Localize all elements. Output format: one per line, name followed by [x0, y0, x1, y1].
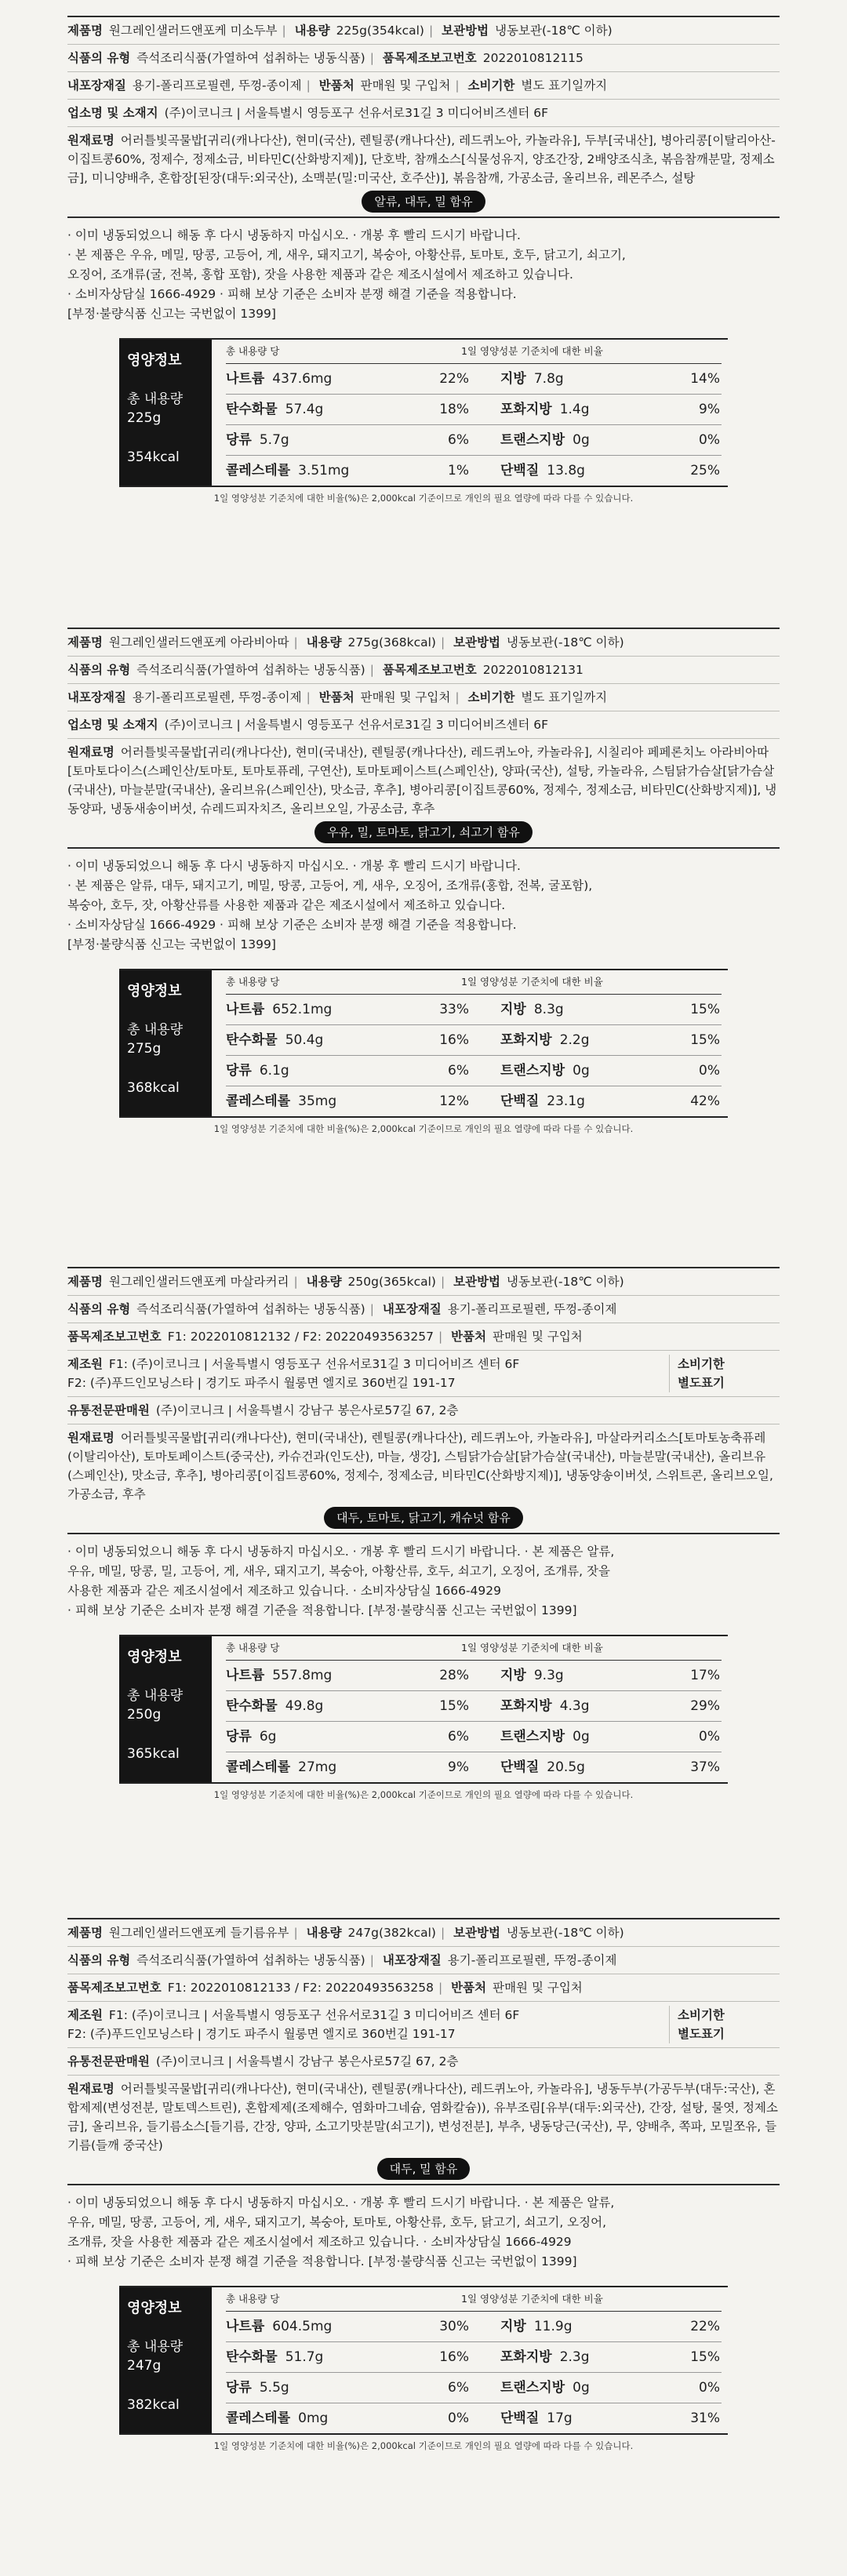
- nutrient-percent: 31%: [690, 2410, 720, 2426]
- nutrition-footnote: 1일 영양성분 기준치에 대한 비율(%)은 2,000kcal 기준이므로 개인의 필요 열량에 따라 다를 수 있습니다.: [213, 1123, 634, 1134]
- nutrient-name: 트랜스지방: [500, 1063, 565, 1079]
- label: 반품처: [451, 1330, 487, 1344]
- distributor: (주)이코니크 | 서울특별시 강남구 봉은사로57길 67, 2층: [155, 1403, 459, 1417]
- note-line: 사용한 제품과 같은 제조시설에서 제조하고 있습니다. · 소비자상담실 1666-4929: [67, 1584, 502, 1598]
- label: 식품의 유형: [67, 1953, 131, 1967]
- nutrient-name: 탄수화물: [226, 1698, 278, 1714]
- total-kcal: 382kcal: [127, 2397, 180, 2413]
- total-amount: 225g: [127, 410, 162, 426]
- notes: [67, 218, 780, 327]
- nutrient-value: 49.8g: [285, 1698, 324, 1714]
- note-line: · 이미 냉동되었으니 해동 후 다시 냉동하지 마십시오. · 개봉 후 빨리 드시기 바랍니다.: [67, 228, 521, 242]
- nutrient-percent: 15%: [690, 1032, 720, 1048]
- allergy-badge: 대두, 토마토, 닭고기, 캐슈넛 함유: [324, 1507, 523, 1529]
- nutrient-row: [226, 395, 722, 425]
- nutrient-percent: 33%: [439, 1002, 469, 1017]
- manufacturer-1: F1: (주)이코니크 | 서울특별시 영등포구 선유서로31길 3 미디어비즈 센터 6F: [108, 1357, 520, 1371]
- product-name: 원그레인샐러드앤포케 아라비아따: [108, 635, 289, 649]
- label: 원재료명: [67, 133, 115, 147]
- label: 반품처: [451, 1981, 487, 1995]
- nutrition-header-per: 총 내용량 당: [226, 345, 280, 357]
- ingredients: 어러틀빛곡물밥[귀리(캐나다산), 현미(국내산), 렌틸콩(캐나다산), 레드퀴노아, 카놀라유], 마살라커리소스[토마토농축퓨레(이탈리아산), 토마토페이스트(중국산), 카슈건과(인도산), 마늘, 생강], 스팀닭가슴살[닭가슴살(국내산), 마늘분말(국내산), 올리브유(스페인산), 맛소금, 후추], 병아리콩[이집트콩60%, 정제수, 정제소금, 비타민C(산화방지제)], 냉동양송이버섯, 스위트콘, 올리브오일, 가공소금, 후추: [67, 1431, 773, 1501]
- food-type-row: 식품의 유형 즉석조리식품(가열하여 섭취하는 냉동식품) | 내포장재질 용기-폴리프로필렌, 뚜껑-종이제: [67, 1296, 780, 1323]
- note-line: 오징어, 조개류(굴, 전복, 홍합 포함), 잣을 사용한 제품과 같은 제조시설에서 제조하고 있습니다.: [67, 267, 573, 282]
- nutrient-value: 0g: [573, 2380, 590, 2396]
- nutrient-name: 나트륨: [226, 2319, 265, 2334]
- nutrient-value: 652.1mg: [272, 1002, 333, 1017]
- nutrient-name: 탄수화물: [226, 402, 278, 417]
- maker-row: [67, 711, 780, 739]
- volume: 247g(382kcal): [347, 1926, 436, 1940]
- nutrient-value: 1.4g: [559, 402, 590, 417]
- nutrient-value: 3.51mg: [298, 463, 350, 478]
- nutrient-value: 13.8g: [547, 463, 585, 478]
- nutrition-summary: [119, 340, 212, 486]
- allergy-badge: 알류, 대두, 밀 함유: [362, 191, 485, 213]
- nutrient-percent: 15%: [690, 1002, 720, 1017]
- nutrient-value: 0g: [573, 1729, 590, 1745]
- storage: 냉동보관(-18℃ 이하): [507, 635, 624, 649]
- nutrient-name: 콜레스테롤: [226, 2410, 291, 2426]
- nutrient-value: 51.7g: [285, 2349, 324, 2365]
- nutrient-percent: 14%: [690, 371, 720, 387]
- nutrient-name: 당류: [226, 1729, 252, 1745]
- nutrient-row: [226, 1025, 722, 1056]
- nutrient-row: [226, 1722, 722, 1752]
- nutrition-footnote: 1일 영양성분 기준치에 대한 비율(%)은 2,000kcal 기준이므로 개인의 필요 열량에 따라 다를 수 있습니다.: [213, 2440, 634, 2451]
- allergy-badge: 우유, 밀, 토마토, 닭고기, 쇠고기 함유: [314, 821, 533, 843]
- label: 내포장재질: [382, 1302, 442, 1316]
- nutrient-name: 콜레스테롤: [226, 1759, 291, 1775]
- nutrient-value: 57.4g: [285, 402, 324, 417]
- nutrient-percent: 6%: [448, 432, 469, 448]
- nutrition-header-ratio: 1일 영양성분 기준치에 대한 비율: [461, 345, 603, 357]
- nutrient-value: 20.5g: [547, 1759, 585, 1775]
- return-place: 판매원 및 구입처: [360, 78, 451, 93]
- nutrient-value: 6.1g: [259, 1063, 289, 1079]
- nutrient-value: 50.4g: [285, 1032, 324, 1048]
- nutrient-row: [226, 364, 722, 395]
- nutrient-value: 8.3g: [533, 1002, 564, 1017]
- maker-row: [67, 100, 780, 127]
- nutrient-name: 트랜스지방: [500, 432, 565, 448]
- maker: (주)이코니크 | 서울특별시 영등포구 선유서로31길 3 미디어비즈센터 6F: [164, 106, 549, 120]
- nutrient-value: 5.7g: [259, 432, 289, 448]
- nutrient-name: 단백질: [500, 463, 540, 478]
- expiry: 별도표기: [678, 2027, 725, 2041]
- food-type: 즉석조리식품(가열하여 섭취하는 냉동식품): [136, 663, 365, 677]
- nutrient-percent: 6%: [448, 2380, 469, 2396]
- nutrition-header-per: 총 내용량 당: [226, 1642, 280, 1654]
- note-line: · 본 제품은 우유, 메밀, 땅콩, 고등어, 게, 새우, 돼지고기, 복숭아, 아황산류, 토마토, 호두, 닭고기, 쇠고기,: [67, 248, 626, 262]
- ingredients: 어러틀빛곡물밥[귀리(캐나다산), 현미(국내산), 렌틸콩(캐나다산), 레드퀴노아, 카놀라유], 시칠리아 페페론치노 아라비아따[토마토다이스(스페인산/토마토, 토마토퓨레, 구연산), 토마토페이스트(스페인산), 양파(국산), 설탕, 카놀라유, 스팀닭가슴살[닭가슴살(국내산), 마늘분말(국내산), 올리브유(스페인산), 맛소금, 후추], 병아리콩[이집트콩60%, 정제수, 정제소금, 비타민C(산화방지제)], 냉동양파, 냉동새송이버섯, 슈레드피자치즈, 올리브오일, 가공소금, 후추: [67, 745, 777, 816]
- label: 소비기한: [467, 690, 515, 704]
- label: 보관방법: [453, 1275, 501, 1289]
- label: 내포장재질: [67, 690, 126, 704]
- ingredients-row: [67, 1424, 780, 1533]
- food-type: 즉석조리식품(가열하여 섭취하는 냉동식품): [136, 51, 365, 65]
- nutrient-value: 17g: [547, 2410, 573, 2426]
- label: 제조원: [67, 2008, 103, 2022]
- packaging-row: 내포장재질 용기-폴리프로필렌, 뚜껑-종이제 | 반품처 판매원 및 구입처 | 소비기한 별도 표기일까지: [67, 72, 780, 100]
- label: 식품의 유형: [67, 1302, 131, 1316]
- total-kcal: 368kcal: [127, 1080, 180, 1096]
- note-line: · 소비자상담실 1666-4929 · 피해 보상 기준은 소비자 분쟁 해결 기준을 적용합니다.: [67, 918, 517, 932]
- nutrient-name: 지방: [500, 371, 526, 387]
- nutrient-name: 트랜스지방: [500, 1729, 565, 1745]
- nutrient-name: 지방: [500, 1668, 526, 1683]
- label: 내용량: [306, 635, 342, 649]
- note-line: 우유, 메밀, 땅콩, 고등어, 게, 새우, 돼지고기, 복숭아, 토마토, 아황산류, 호두, 닭고기, 쇠고기, 오징어,: [67, 2215, 607, 2229]
- nutrition-footnote: 1일 영양성분 기준치에 대한 비율(%)은 2,000kcal 기준이므로 개인의 필요 열량에 따라 다를 수 있습니다.: [213, 493, 634, 504]
- total-kcal: 354kcal: [127, 449, 180, 465]
- label: 식품의 유형: [67, 51, 131, 65]
- product-name-row: 제품명 원그레인샐러드앤포케 아라비아따 | 내용량 275g(368kcal) | 보관방법 냉동보관(-18℃ 이하): [67, 629, 780, 657]
- ingredients: 어러틀빛곡물밥[귀리(캐나다산), 현미(국산), 렌틸콩(캐나다산), 레드퀴노아, 카놀라유], 두부[국내산], 병아리콩[이탈리아산-이집트콩60%, 정제수, 정제소금, 비타민C(산화방지제)], 단호박, 참깨소스[식물성유지, 양조간장, 2배양조식초, 볶음참깨분말, 정제소금], 미니양배추, 혼합장[된장(대두:외국산), 소맥분(밀:미국산, 호주산)], 볶음참깨, 가공소금, 올리브유, 레몬주스, 설탕: [67, 133, 776, 185]
- nutrient-name: 나트륨: [226, 1002, 265, 1017]
- nutrient-name: 나트륨: [226, 371, 265, 387]
- nutrient-percent: 12%: [439, 1093, 469, 1109]
- food-type: 즉석조리식품(가열하여 섭취하는 냉동식품): [136, 1302, 365, 1316]
- note-line: 조개류, 잣을 사용한 제품과 같은 제조시설에서 제조하고 있습니다. · 소비자상담실 1666-4929: [67, 2235, 572, 2249]
- total-amount: 250g: [127, 1707, 162, 1723]
- nutrition-title: 영양정보: [127, 352, 182, 369]
- label: 내용량: [306, 1926, 342, 1940]
- nutrient-value: 11.9g: [533, 2319, 573, 2334]
- nutrient-name: 당류: [226, 2380, 252, 2396]
- nutrient-percent: 6%: [448, 1729, 469, 1745]
- nutrient-percent: 1%: [448, 463, 469, 478]
- total-amount: 275g: [127, 1041, 162, 1057]
- food-type-row: 식품의 유형 즉석조리식품(가열하여 섭취하는 냉동식품) | 품목제조보고번호 2022010812131: [67, 657, 780, 684]
- label: 보관방법: [453, 1926, 501, 1940]
- nutrient-name: 단백질: [500, 1759, 540, 1775]
- nutrient-percent: 0%: [699, 1063, 720, 1079]
- nutrient-percent: 30%: [439, 2319, 469, 2334]
- label: 유통전문판매원: [67, 1403, 150, 1417]
- product-name: 원그레인샐러드앤포케 들기름유부: [108, 1926, 289, 1940]
- note-line: · 소비자상담실 1666-4929 · 피해 보상 기준은 소비자 분쟁 해결 기준을 적용합니다.: [67, 287, 517, 301]
- nutrient-value: 5.5g: [259, 2380, 289, 2396]
- nutrient-value: 23.1g: [547, 1093, 585, 1109]
- nutrition-title: 영양정보: [127, 1649, 182, 1665]
- nutrient-name: 당류: [226, 1063, 252, 1079]
- storage: 냉동보관(-18℃ 이하): [507, 1275, 624, 1289]
- label: 제품명: [67, 1926, 103, 1940]
- nutrient-percent: 42%: [690, 1093, 720, 1109]
- nutrition-header-per: 총 내용량 당: [226, 2293, 280, 2305]
- nutrition-footnote: 1일 영양성분 기준치에 대한 비율(%)은 2,000kcal 기준이므로 개인의 필요 열량에 따라 다를 수 있습니다.: [213, 1789, 634, 1800]
- nutrient-name: 콜레스테롤: [226, 1093, 291, 1109]
- label: 품목제조보고번호: [67, 1981, 162, 1995]
- nutrient-name: 포화지방: [500, 2349, 552, 2365]
- packaging: 용기-폴리프로필렌, 뚜껑-종이제: [132, 690, 302, 704]
- food-type-row: 식품의 유형 즉석조리식품(가열하여 섭취하는 냉동식품) | 내포장재질 용기-폴리프로필렌, 뚜껑-종이제: [67, 1947, 780, 1974]
- nutrient-row: [226, 2373, 722, 2403]
- nutrient-percent: 29%: [690, 1698, 720, 1714]
- note-line: · 피해 보상 기준은 소비자 분쟁 해결 기준을 적용합니다. [부정·불량식품 신고는 국번없이 1399]: [67, 2254, 577, 2269]
- product-name-row: 제품명 원그레인샐러드앤포케 들기름유부 | 내용량 247g(382kcal) | 보관방법 냉동보관(-18℃ 이하): [67, 1919, 780, 1947]
- label: 내포장재질: [67, 78, 126, 93]
- volume: 250g(365kcal): [347, 1275, 436, 1289]
- maker: (주)이코니크 | 서울특별시 영등포구 선유서로31길 3 미디어비즈센터 6F: [164, 718, 549, 732]
- nutrient-percent: 6%: [448, 1063, 469, 1079]
- volume: 225g(354kcal): [336, 24, 424, 38]
- product-name-row: 제품명 원그레인샐러드앤포케 미소두부 | 내용량 225g(354kcal) | 보관방법 냉동보관(-18℃ 이하): [67, 17, 780, 45]
- nutrition-table: [119, 969, 728, 1118]
- nutrient-name: 지방: [500, 2319, 526, 2334]
- nutrient-row: [226, 1086, 722, 1116]
- label: 품목제조보고번호: [67, 1330, 162, 1344]
- label: 업소명 및 소재지: [67, 106, 158, 120]
- notes: [67, 2185, 780, 2275]
- nutrient-name: 포화지방: [500, 1698, 552, 1714]
- label: 보관방법: [453, 635, 501, 649]
- nutrient-value: 9.3g: [533, 1668, 564, 1683]
- product-section-1: [67, 16, 780, 504]
- label: 반품처: [318, 78, 354, 93]
- manufacturer-2: F2: (주)푸드인모닝스타 | 경기도 파주시 월롱면 엘지로 360번길 191-17: [67, 1376, 456, 1390]
- product-section-4: [67, 1918, 780, 2452]
- packaging: 용기-폴리프로필렌, 뚜껑-종이제: [447, 1953, 617, 1967]
- nutrition-header-ratio: 1일 영양성분 기준치에 대한 비율: [461, 2293, 603, 2305]
- expiry: 별도 표기일까지: [521, 78, 608, 93]
- total-label: 총 내용량: [127, 2339, 184, 2355]
- note-line: 복숭아, 호두, 잣, 아황산류를 사용한 제품과 같은 제조시설에서 제조하고 있습니다.: [67, 898, 506, 912]
- ingredients-row: [67, 2076, 780, 2184]
- nutrient-value: 0g: [573, 432, 590, 448]
- nutrient-row: [226, 2342, 722, 2373]
- nutrient-value: 35mg: [298, 1093, 337, 1109]
- product-name: 원그레인샐러드앤포케 미소두부: [108, 24, 278, 38]
- nutrient-percent: 9%: [699, 402, 720, 417]
- nutrition-title: 영양정보: [127, 983, 182, 999]
- nutrient-percent: 9%: [448, 1759, 469, 1775]
- product-name: 원그레인샐러드앤포케 마살라커리: [108, 1275, 289, 1289]
- nutrient-percent: 0%: [448, 2410, 469, 2426]
- nutrient-value: 557.8mg: [272, 1668, 333, 1683]
- nutrient-value: 2.2g: [559, 1032, 590, 1048]
- nutrient-name: 트랜스지방: [500, 2380, 565, 2396]
- label: 내용량: [294, 24, 330, 38]
- nutrient-value: 7.8g: [533, 371, 564, 387]
- nutrient-row: [226, 1691, 722, 1722]
- label: 유통전문판매원: [67, 2054, 150, 2068]
- allergy-badge: 대두, 밀 함유: [377, 2158, 471, 2180]
- nutrient-percent: 28%: [439, 1668, 469, 1683]
- storage: 냉동보관(-18℃ 이하): [507, 1926, 624, 1940]
- nutrient-percent: 0%: [699, 2380, 720, 2396]
- nutrient-name: 지방: [500, 1002, 526, 1017]
- ingredients-row: [67, 739, 780, 847]
- food-type-row: 식품의 유형 즉석조리식품(가열하여 섭취하는 냉동식품) | 품목제조보고번호 2022010812115: [67, 45, 780, 72]
- label: 보관방법: [442, 24, 489, 38]
- label: 식품의 유형: [67, 663, 131, 677]
- total-label: 총 내용량: [127, 1688, 184, 1704]
- product-section-2: [67, 628, 780, 1135]
- expiry: 별도표기: [678, 1376, 725, 1390]
- nutrition-header-per: 총 내용량 당: [226, 976, 280, 988]
- ingredients-row: [67, 127, 780, 216]
- report-row: 품목제조보고번호 F1: 2022010812133 / F2: 20220493563258 | 반품처 판매원 및 구입처: [67, 1974, 780, 2002]
- nutrient-percent: 18%: [439, 402, 469, 417]
- total-label: 총 내용량: [127, 1022, 184, 1038]
- label: 제조원: [67, 1357, 103, 1371]
- label: 소비기한: [678, 2008, 725, 2022]
- nutrient-value: 6g: [259, 1729, 277, 1745]
- return-place: 판매원 및 구입처: [360, 690, 451, 704]
- note-line: · 이미 냉동되었으니 해동 후 다시 냉동하지 마십시오. · 개봉 후 빨리 드시기 바랍니다. · 본 제품은 알류,: [67, 1545, 615, 1559]
- label: 반품처: [318, 690, 354, 704]
- nutrition-header-ratio: 1일 영양성분 기준치에 대한 비율: [461, 1642, 603, 1654]
- nutrient-value: 0mg: [298, 2410, 329, 2426]
- nutrient-percent: 22%: [690, 2319, 720, 2334]
- notes: [67, 849, 780, 958]
- manufacturer-2: F2: (주)푸드인모닝스타 | 경기도 파주시 월롱면 엘지로 360번길 191-17: [67, 2027, 456, 2041]
- nutrient-name: 포화지방: [500, 402, 552, 417]
- nutrient-percent: 17%: [690, 1668, 720, 1683]
- food-type: 즉석조리식품(가열하여 섭취하는 냉동식품): [136, 1953, 365, 1967]
- nutrition-title: 영양정보: [127, 2300, 182, 2316]
- nutrient-percent: 22%: [439, 371, 469, 387]
- distributor: (주)이코니크 | 서울특별시 강남구 봉은사로57길 67, 2층: [155, 2054, 459, 2068]
- nutrient-percent: 37%: [690, 1759, 720, 1775]
- nutrient-percent: 15%: [690, 2349, 720, 2365]
- label: 제품명: [67, 24, 103, 38]
- label: 내포장재질: [382, 1953, 442, 1967]
- nutrient-row: [226, 1056, 722, 1086]
- nutrient-row: [226, 2312, 722, 2342]
- note-line: · 피해 보상 기준은 소비자 분쟁 해결 기준을 적용합니다. [부정·불량식품 신고는 국번없이 1399]: [67, 1603, 577, 1617]
- nutrient-value: 4.3g: [559, 1698, 590, 1714]
- nutrient-value: 2.3g: [559, 2349, 590, 2365]
- packaging: 용기-폴리프로필렌, 뚜껑-종이제: [447, 1302, 617, 1316]
- nutrient-row: [226, 425, 722, 456]
- label: 소비기한: [678, 1357, 725, 1371]
- nutrition-summary: [119, 970, 212, 1116]
- label: 원재료명: [67, 1431, 115, 1445]
- nutrient-percent: 0%: [699, 432, 720, 448]
- nutrient-row: [226, 1752, 722, 1782]
- nutrition-summary: [119, 2287, 212, 2433]
- nutrient-value: 0g: [573, 1063, 590, 1079]
- report-row: 품목제조보고번호 F1: 2022010812132 / F2: 20220493563257 | 반품처 판매원 및 구입처: [67, 1323, 780, 1351]
- manufacturer-1: F1: (주)이코니크 | 서울특별시 영등포구 선유서로31길 3 미디어비즈 센터 6F: [108, 2008, 520, 2022]
- label: 품목제조보고번호: [382, 51, 477, 65]
- notes: [67, 1534, 780, 1624]
- label: 원재료명: [67, 2082, 115, 2096]
- nutrition-summary: [119, 1636, 212, 1782]
- label: 원재료명: [67, 745, 115, 759]
- nutrient-value: 604.5mg: [272, 2319, 333, 2334]
- nutrition-table: [119, 1635, 728, 1784]
- ingredients: 어러틀빛곡물밥[귀리(캐나다산), 현미(국내산), 렌틸콩(캐나다산), 레드퀴노아, 카놀라유], 냉동두부(가공두부(대두:국산), 혼합제제(변성전분, 말토덱스트린), 혼합제제(조제해수, 염화마그네슘, 염화칼슘)), 유부조림[유부(대두:외국산), 간장, 설탕, 물엿, 정제소금], 올리브유, 들기름소스[들기름, 간장, 양파, 소고기맛분말(쇠고기), 변성전분], 부추, 냉동당근(국산), 무, 양배추, 쪽파, 모밀쪼유, 들기름(들깨 중국산): [67, 2082, 778, 2152]
- nutrient-name: 나트륨: [226, 1668, 265, 1683]
- nutrient-name: 포화지방: [500, 1032, 552, 1048]
- nutrient-percent: 25%: [690, 463, 720, 478]
- product-name-row: 제품명 원그레인샐러드앤포케 마살라커리 | 내용량 250g(365kcal) | 보관방법 냉동보관(-18℃ 이하): [67, 1268, 780, 1296]
- nutrient-name: 단백질: [500, 2410, 540, 2426]
- nutrient-percent: 0%: [699, 1729, 720, 1745]
- nutrient-row: [226, 1661, 722, 1691]
- nutrient-row: [226, 2403, 722, 2433]
- nutrient-name: 당류: [226, 432, 252, 448]
- return-place: 판매원 및 구입처: [493, 1330, 583, 1344]
- note-line: · 이미 냉동되었으니 해동 후 다시 냉동하지 마십시오. · 개봉 후 빨리 드시기 바랍니다. · 본 제품은 알류,: [67, 2196, 615, 2210]
- return-place: 판매원 및 구입처: [493, 1981, 583, 1995]
- distributor-row: [67, 1397, 780, 1424]
- total-kcal: 365kcal: [127, 1746, 180, 1762]
- label: 내용량: [306, 1275, 342, 1289]
- nutrition-table: [119, 2286, 728, 2435]
- nutrient-value: 27mg: [298, 1759, 337, 1775]
- report-number: 2022010812131: [482, 663, 583, 677]
- nutrient-row: [226, 995, 722, 1025]
- note-line: · 이미 냉동되었으니 해동 후 다시 냉동하지 마십시오. · 개봉 후 빨리 드시기 바랍니다.: [67, 859, 521, 873]
- expiry: 별도 표기일까지: [521, 690, 608, 704]
- note-line: [부정·불량식품 신고는 국번없이 1399]: [67, 937, 276, 951]
- label: 제품명: [67, 635, 103, 649]
- nutrient-percent: 16%: [439, 2349, 469, 2365]
- report-number: F1: 2022010812132 / F2: 20220493563257: [167, 1330, 434, 1344]
- label: 업소명 및 소재지: [67, 718, 158, 732]
- volume: 275g(368kcal): [347, 635, 436, 649]
- note-line: 우유, 메밀, 땅콩, 밀, 고등어, 게, 새우, 돼지고기, 복숭아, 아황산류, 호두, 쇠고기, 오징어, 조개류, 잣을: [67, 1564, 610, 1578]
- manufacturer-row: [67, 1351, 780, 1397]
- nutrient-name: 단백질: [500, 1093, 540, 1109]
- total-label: 총 내용량: [127, 391, 184, 407]
- packaging-row: 내포장재질 용기-폴리프로필렌, 뚜껑-종이제 | 반품처 판매원 및 구입처 | 소비기한 별도 표기일까지: [67, 684, 780, 711]
- nutrient-percent: 15%: [439, 1698, 469, 1714]
- nutrition-header-ratio: 1일 영양성분 기준치에 대한 비율: [461, 976, 603, 988]
- product-section-3: [67, 1267, 780, 1801]
- note-line: · 본 제품은 알류, 대두, 돼지고기, 메밀, 땅콩, 고등어, 게, 새우, 오징어, 조개류(홍합, 전복, 굴포함),: [67, 879, 593, 893]
- manufacturer-row: [67, 2002, 780, 2048]
- packaging: 용기-폴리프로필렌, 뚜껑-종이제: [132, 78, 302, 93]
- nutrient-name: 탄수화물: [226, 2349, 278, 2365]
- nutrient-percent: 16%: [439, 1032, 469, 1048]
- nutrient-name: 콜레스테롤: [226, 463, 291, 478]
- storage: 냉동보관(-18℃ 이하): [495, 24, 613, 38]
- nutrient-name: 탄수화물: [226, 1032, 278, 1048]
- nutrient-value: 437.6mg: [272, 371, 333, 387]
- distributor-row: [67, 2048, 780, 2076]
- report-number: 2022010812115: [482, 51, 583, 65]
- note-line: [부정·불량식품 신고는 국번없이 1399]: [67, 307, 276, 321]
- report-number: F1: 2022010812133 / F2: 20220493563258: [167, 1981, 434, 1995]
- label: 품목제조보고번호: [382, 663, 477, 677]
- nutrition-table: [119, 338, 728, 487]
- label: 소비기한: [467, 78, 515, 93]
- label: 제품명: [67, 1275, 103, 1289]
- total-amount: 247g: [127, 2358, 162, 2374]
- nutrient-row: [226, 456, 722, 486]
